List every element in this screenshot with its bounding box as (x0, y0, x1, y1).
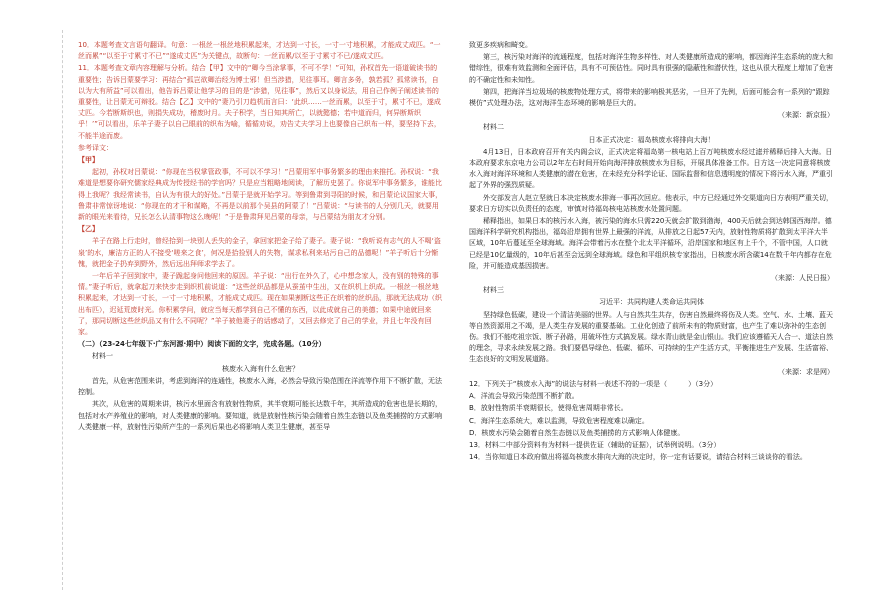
question-12-option-d: D．核废水污染会随着自然生态链以及鱼类捕捞的方式影响人体健康。 (469, 428, 685, 437)
material-2-para-1: 4月13日，日本政府召开有关内阁会议，正式决定将福岛第一核电站上百万吨核废水经过滤并稀释后排入大海。日本政府要求东京电力公司以2年左右时间开始向海洋排放核废水为目标，开展具体准备工作。日方这一决定同意将核废水入海对海洋环境和人类健康的潜在危害，在未经充分科学论证、国际监督和信息透明度的情况下将污水入海，严重引起了外界的强烈质疑。 (469, 147, 833, 190)
part-two-heading: （二）（23-24七年级下·广东河源·期中）阅读下面的文字，完成各题。（10分） (78, 340, 326, 349)
material-1-title: 核废水入海有什么危害？ (222, 364, 299, 373)
question-13: 13．材料二中部分资料有为材料一提供佐证（辅助的证据），试举例说明。（3分） (469, 440, 721, 449)
source-1: （来源：新京报） (778, 111, 834, 120)
question-12: 12．下列关于“核废水入海”的说法与材料一表述不符的一项是（ ）（3分） (469, 379, 718, 388)
material-1-para-4: 第四，把海洋当垃圾场的核废物处理方式，将带来的影响极其恶劣，一旦开了先例，后面可能会有一系列的“跟踪模仿”式处理办法，这对海洋生态环境的影响是巨大的。 (469, 87, 830, 108)
reference-translation-title: 参考译文： (78, 143, 113, 152)
yi-heading: 【乙】 (78, 225, 99, 234)
answer-10: 10．本题考查文言语句翻译。句意：一根丝一根丝地积累起来，才达到一寸长，一寸一寸地积累，才能成丈成匹。“一丝而累”“以至于寸累寸不已”“遂成丈匹”为关键点，故断句：一丝而累/以至于寸累寸不已/遂成丈匹。 (78, 41, 441, 61)
material-1-para-3: 第三，核污染对海洋的流通程度，包括对海洋生物多样性、对人类健康所造成的影响，都因海洋生态系统的庞大和错综性，很难有效监测和全面评估，具有不可预估性。同时具有很强的隐蔽性和潜伏性，这也从很大程度上增加了危害的不确定性和未知性。 (469, 53, 833, 84)
source-3: （来源：求是网） (778, 367, 834, 376)
answer-11: 11．本题考查文章内容理解与分析。结合【甲】文中的“卿今当涂掌事，不可不学！”可知，孙权首先一语道破读书的重要性；告诉吕蒙要学习：再结合“孤岂欲卿治经为博士邪！但当涉猎，见往事耳。卿言多务，孰若孤？孤常读书，自以为大有所益”可以看出，他告诉吕蒙让他学习的目的是“涉猎，见往事”，然后又以身说法，用自己作例子阐述读书的重要性，让吕蒙无可辩驳。结合【乙】文中的“妻乃引刀趋机而言曰：‘此织……一丝而累，以至于寸，累寸不已，遂成丈匹。今若断斯织也，则捐失成功，稽废时月。夫子积学，当日知其所亡，以就懿德；若中道而归，何异断斯织乎！’”可以看出，乐羊子妻子以自己眼前的织布为喻，循循劝说，劝告丈夫学习上也要像自己织布一样，要坚持下去，不能半途而废。 (78, 64, 441, 140)
yi-translation-1: 羊子在路上行走时，曾经拾到一块别人丢失的金子，拿回家把金子给了妻子。妻子说：“我听说有志气的人不喝‘盗泉’的水，廉洁方正的人不接受‘嗟来之食’，何况是拾捡别人的失物，谋求私利来玷污自己的品德呢！”羊子听后十分惭愧，就把金子扔弃到野外，然后远出拜师求学去了。 (78, 237, 441, 268)
left-column (78, 40, 443, 605)
material-3-title: 习近平：共同构建人类命运共同体 (599, 298, 704, 307)
material-1-para-1: 首先，从危害范围来讲，考虑到海洋的连通性，核废水入海，必然会导致污染范围在洋流等作用下不断扩散，无法控制。 (78, 376, 442, 397)
material-3-label: 材料三 (483, 286, 504, 295)
material-1-label: 材料一 (92, 352, 113, 361)
question-14: 14．当你知道日本政府做出将福岛核废水排向大海的决定时，你一定有话要说，请结合材料三谈谈你的看法。 (469, 453, 807, 462)
material-2-para-2: 外交部发言人赵立坚就日本决定核废水排海一事再次回应。他表示，中方已经通过外交渠道向日方表明严重关切，要求日方切实以负责任的态度，审慎对待福岛核电站核废水处置问题。 (469, 193, 833, 213)
material-1-para-2-cont: 致更多疾病和畸变。 (469, 41, 532, 49)
material-2-para-3: 稀释指出，如果日本的核污水入海，被污染的海水只需220天就会扩散到渤海，400天后就会到达韩国西海岸。德国海洋科学研究机构指出，福岛沿岸拥有世界上最强的洋流，从排放之日起57天内，放射性物质将扩散到太平洋大半区域，10年后蔓延至全球海域。海洋会带着污水在整个北太平洋循环，沿岸国家和地区有上千个，不管中国，人口就已经是10亿量级的，10年后甚至会远到全球海域。绿色和平组织核专家指出，日核废水所含碳14在数千年内都存在危险，并可能造成基因损害。 (469, 217, 832, 270)
material-3-para-1: 坚持绿色低碳，建设一个清洁美丽的世界。人与自然共生共存，伤害自然最终将伤及人类。空气、水、土壤、蓝天等自然资源用之不竭，是人类生存发展的重要基础。工业化创造了前所未有的物质财富，也产生了难以弥补的生态创伤。我们不能吃祖宗饭、断子孙路，用破坏性方式搞发展。绿水青山就是金山银山。我们应该遵循天人合一、道法自然的理念，寻求永续发展之路。我们要倡导绿色、低碳、循环、可持续的生产生活方式，平衡推进生产发展、生活富裕、生态良好的文明发展道路。 (469, 310, 833, 364)
material-2-title: 日本正式决定：福岛核废水将排向大海！ (588, 135, 715, 144)
yi-translation-2: 一年后羊子回到家中，妻子跪起身问他回来的原因。羊子说：“出行在外久了，心中想念家人，没有别的特殊的事情。”妻子听后，就拿起刀来快步走到织机前说道：“这些丝织品都是从蚕茧中生出，又在织机上织成。一根丝一根丝地积累起来，才达到一寸长，一寸一寸地积累，才能成丈成匹。现在如果割断这些正在织着的丝织品，那就无法成功（织出布匹），迟延荒废时光。你积累学问，就应当每天都学到自己不懂的东西，以此成就自己的美德；如果中途就回来了，那同切断这些丝织品又有什么不同呢？”羊子被他妻子的话感动了，又回去修完了自己的学业，并且七年没有回家。 (78, 272, 442, 337)
question-12-option-a: A．洋流会导致污染范围不断扩散。 (469, 392, 579, 401)
material-1-para-2: 其次，从危害的周期来讲，核污水里面含有放射性物质，其半衰期可能长达数千年，其所造成的危害也是长期的，包括对水产养殖业的影响，对人类健康的影响。要知道，就是放射性核污染会随着自然生态链以及鱼类捕捞的方式影响人类健康一样，放射性污染所产生的一系列后果也必将影响人类卫生健康，甚至导 (78, 400, 442, 431)
binding-margin (6, 30, 63, 590)
jia-translation: 起初，孙权对吕蒙说：“你现在当权掌管政事，不可以不学习！”吕蒙用军中事务繁多的理由来推托。孙权说：“我难道是想要你研究儒家经典成为传授经书的学官吗？只是应当粗略地阅读，了解历史罢了。你说军中事务繁多，谁能比得上我呢？我经常读书，自认为有很大的好处。”吕蒙于是就开始学习。等到鲁肃到寻阳的时候，和吕蒙论议国家大事，鲁肃非常惊讶地说：“你现在的才干和谋略，不再是以前那个吴县的阿蒙了！”吕蒙说：“与读书的人分别几天，就要用新的眼光来看待，兄长怎么认清事物这么晚呢！”于是鲁肃拜见吕蒙的母亲，与吕蒙结为朋友才分别。 (78, 168, 443, 222)
jia-heading: 【甲】 (78, 156, 99, 165)
right-column (469, 40, 834, 605)
material-2-label: 材料二 (483, 123, 504, 132)
question-12-option-c: C．海洋生态系统大，难以监测，导致危害程度难以确定。 (469, 416, 649, 425)
source-2: （来源：人民日报） (771, 274, 834, 283)
question-12-option-b: B．放射性物质半衰期很长，使得危害周期非常长。 (469, 404, 628, 413)
